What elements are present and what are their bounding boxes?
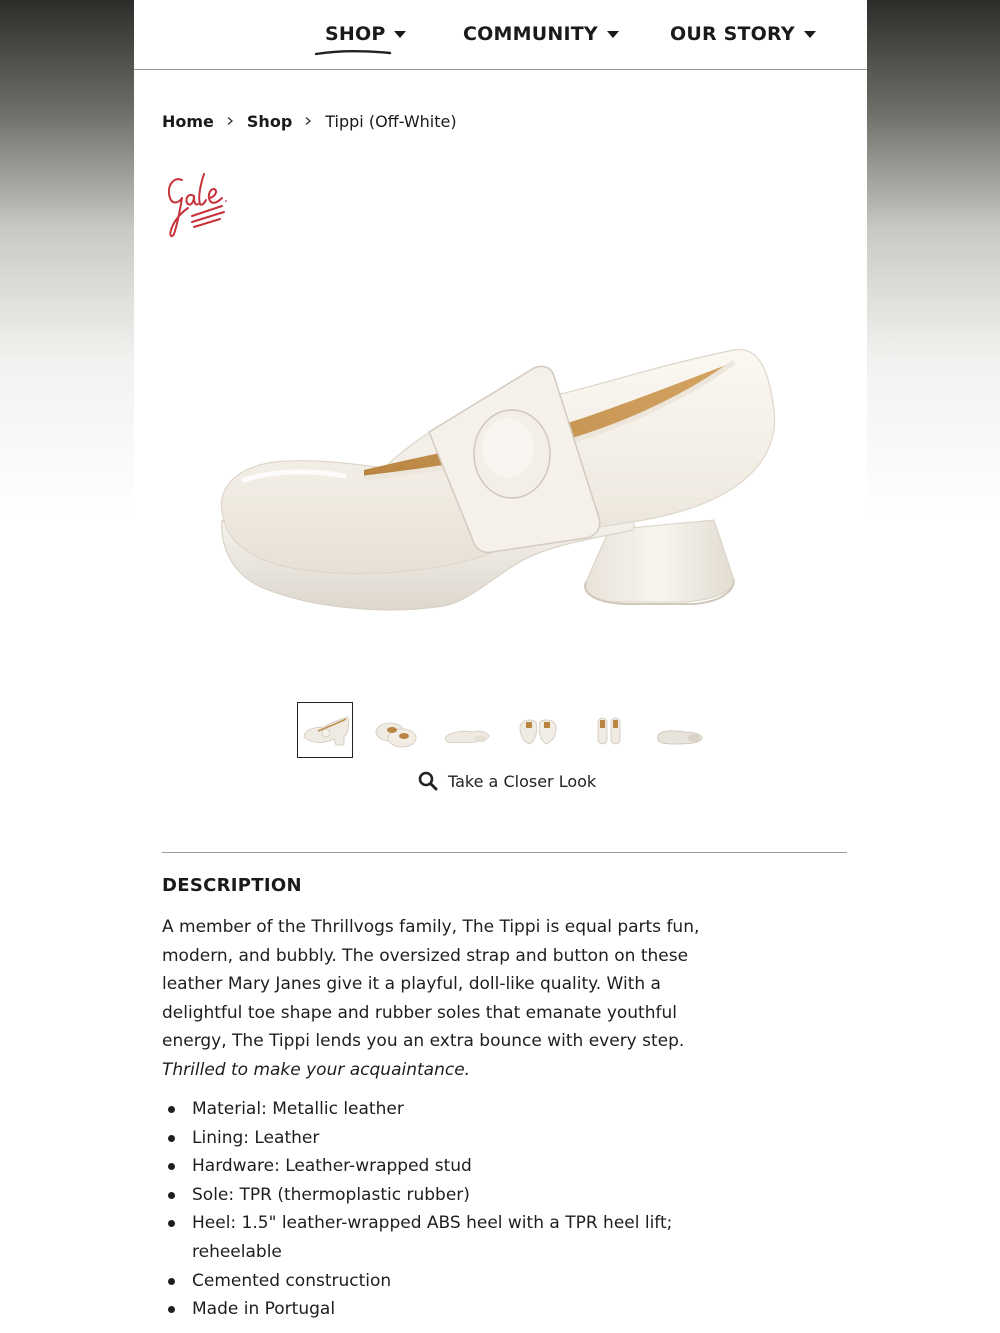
product-page bbox=[134, 0, 867, 1333]
thumbnail-5-image bbox=[581, 702, 637, 758]
description-heading: DESCRIPTION bbox=[162, 875, 302, 896]
chevron-right-icon bbox=[304, 117, 312, 125]
spec-item-text-cont: reheelable bbox=[192, 1241, 282, 1262]
sale-badge bbox=[160, 164, 240, 244]
closer-look-button[interactable] bbox=[418, 769, 596, 793]
spec-item-text: Heel: 1.5" leather-wrapped ABS heel with a TPR heel lift; bbox=[192, 1213, 673, 1234]
breadcrumb bbox=[162, 109, 457, 133]
nav-our-story[interactable] bbox=[670, 20, 816, 48]
thumbnail-1[interactable] bbox=[297, 702, 353, 758]
chevron-down-icon bbox=[607, 31, 619, 38]
spec-item: Hardware: Leather-wrapped stud bbox=[162, 1152, 762, 1181]
thumbnail-6-image bbox=[652, 702, 708, 758]
description-text bbox=[162, 913, 762, 1085]
chevron-right-icon bbox=[226, 117, 234, 125]
nav-community[interactable] bbox=[463, 20, 619, 48]
spec-item: Sole: TPR (thermoplastic rubber) bbox=[162, 1181, 762, 1210]
breadcrumb-shop[interactable]: Shop bbox=[246, 111, 293, 131]
thumbnail-6[interactable] bbox=[652, 702, 708, 758]
chevron-down-icon bbox=[804, 31, 816, 38]
breadcrumb-home[interactable]: Home bbox=[162, 111, 214, 131]
chevron-down-icon bbox=[394, 31, 406, 38]
thumbnail-5[interactable] bbox=[581, 702, 637, 758]
description-line: modern, and bubbly. The oversized strap and button on these bbox=[162, 945, 689, 966]
nav-shop-label: SHOP bbox=[325, 23, 386, 45]
spec-list bbox=[162, 1095, 762, 1324]
thumbnail-4-image bbox=[510, 702, 566, 758]
spec-item: Material: Metallic leather bbox=[162, 1095, 762, 1124]
spec-item: Lining: Leather bbox=[162, 1124, 762, 1153]
nav-our-story-label: OUR STORY bbox=[670, 23, 795, 45]
thumbnail-4[interactable] bbox=[510, 702, 566, 758]
thumbnail-3[interactable] bbox=[439, 702, 495, 758]
thumbnail-1-image bbox=[298, 703, 354, 759]
thumbnail-3-image bbox=[439, 702, 495, 758]
top-navigation bbox=[134, 0, 867, 70]
product-image bbox=[214, 330, 794, 630]
description-line: leather Mary Janes give it a playful, doll-like quality. With a bbox=[162, 974, 661, 995]
spec-item bbox=[162, 1209, 762, 1266]
thumbnail-2[interactable] bbox=[368, 702, 424, 758]
breadcrumb-current: Tippi (Off-White) bbox=[325, 111, 457, 131]
nav-shop[interactable] bbox=[325, 20, 406, 48]
active-nav-underline bbox=[314, 48, 392, 58]
spec-item: Made in Portugal bbox=[162, 1295, 762, 1324]
description-line: delightful toe shape and rubber soles that emanate youthful bbox=[162, 1002, 677, 1023]
description-line: A member of the Thrillvogs family, The Tippi is equal parts fun, bbox=[162, 917, 700, 937]
description-line: energy, The Tippi lends you an extra bounce with every step. bbox=[162, 1031, 685, 1052]
thumbnail-2-image bbox=[368, 702, 424, 758]
closer-look-label: Take a Closer Look bbox=[448, 771, 597, 791]
section-divider bbox=[162, 852, 847, 853]
search-icon bbox=[418, 771, 438, 791]
nav-community-label: COMMUNITY bbox=[463, 23, 598, 45]
description-tagline: Thrilled to make your acquaintance. bbox=[162, 1059, 471, 1080]
spec-item: Cemented construction bbox=[162, 1267, 762, 1296]
